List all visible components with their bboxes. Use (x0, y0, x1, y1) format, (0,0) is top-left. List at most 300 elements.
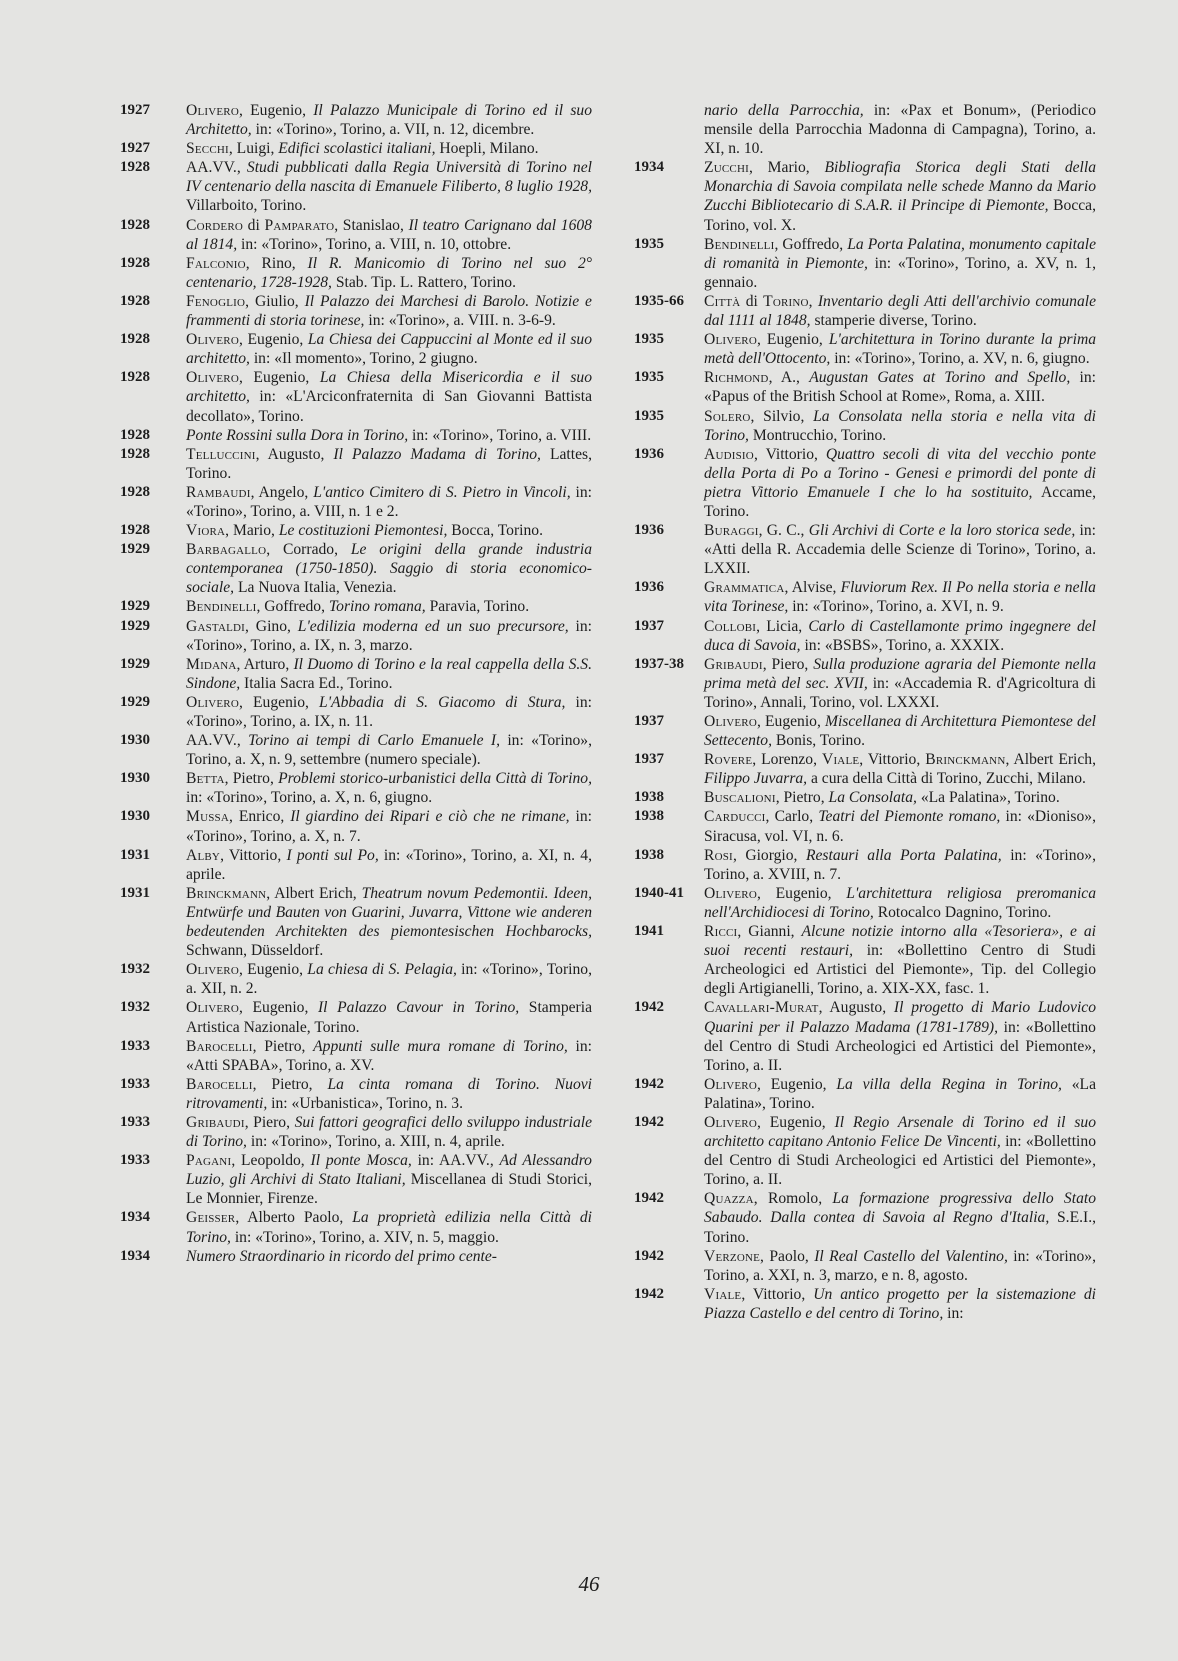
citation-title: L'edilizia moderna ed un suo precursore, (297, 617, 569, 635)
bibliography-entry (120, 540, 592, 597)
citation-title: La Chiesa della Misericordia e il suo architetto, (186, 369, 593, 406)
entry-citation (704, 101, 1096, 158)
entry-year: 1942 (634, 1247, 664, 1264)
citation-author: Olivero (186, 102, 239, 119)
citation-text: , Eugenio, (239, 369, 320, 387)
citation-text: , Gino, (245, 617, 298, 635)
citation-text: , Corrado, (266, 541, 351, 559)
citation-text: , Piero, (762, 655, 814, 673)
entry-year: 1928 (120, 292, 150, 309)
entry-citation (186, 1208, 592, 1246)
citation-title: Sui fattori geografici dello sviluppo industriale di Torino, (186, 1113, 593, 1151)
bibliography-entry (120, 655, 592, 693)
citation-text: , Piero, (244, 1113, 295, 1131)
bibliography-entry (634, 368, 1096, 406)
citation-author: Collobi (704, 617, 757, 635)
entry-year: 1928 (120, 331, 150, 348)
entry-citation (704, 617, 1096, 655)
citation-author: Telluccini (186, 445, 256, 463)
entry-citation (186, 655, 592, 693)
entry-citation (704, 1113, 1096, 1189)
citation-text: , Eugenio, (239, 102, 314, 119)
entry-citation (186, 960, 592, 998)
entry-citation (186, 445, 592, 483)
citation-title: L'architettura in Torino durante la prima metà dell'Ottocento, (704, 331, 1096, 368)
citation-text: , Eugenio, (757, 1075, 837, 1093)
citation-text: di (243, 216, 265, 234)
citation-text: in: «Torino», Torino, a. VII, n. 12, dicembre. (251, 121, 535, 139)
citation-title: Bibliografia Storica degli Stati della Monarchia di Savoia compilata nelle schede Manno da Mario Zucchi Bibliotecario di S.A.R. il Principe di Piemonte, (704, 159, 1096, 215)
entry-year: 1935 (634, 369, 664, 386)
entry-citation (186, 1151, 592, 1208)
citation-text: in: «Bollettino del Centro di Studi Archeologici ed Artistici del Piemonte», Torino, a. II. (704, 1133, 1096, 1189)
citation-author: Olivero (186, 961, 239, 979)
citation-text: in: «Il momento», Torino, 2 giugno. (249, 350, 478, 368)
citation-text: , Silvio, (750, 407, 814, 425)
entry-year: 1928 (120, 445, 150, 462)
citation-text: , Eugenio, (239, 961, 308, 979)
citation-text: in: «Torino», Torino, a. XII, n. 2. (186, 961, 592, 998)
citation-title: Torino ai tempi di Carlo Emanuele I, (248, 732, 500, 750)
bibliography-entry (120, 521, 592, 540)
citation-author: Olivero (704, 331, 757, 349)
bibliography-entry (120, 1037, 592, 1075)
citation-author: Olivero (704, 884, 757, 902)
bibliography-entry (634, 521, 1096, 578)
citation-text: in: «Bollettino del Centro di Studi Archeologici ed Artistici del Piemonte», Torino, a. II. (704, 1018, 1096, 1074)
citation-author: Alby (186, 846, 221, 864)
citation-author: Cordero (186, 216, 244, 234)
citation-title: Quattro secoli di vita del vecchio ponte della Porta di Po a Torino - Genesi e primordi del ponte di pietra Vittorio Emanuele I che lo ha sostituito, (704, 445, 1096, 501)
bibliography-entry (120, 426, 592, 445)
citation-author: Bendinelli (704, 235, 775, 253)
bibliography-entry (634, 1247, 1096, 1285)
citation-text: in: «Torino», Torino, a. X, n. 6, giugno. (186, 789, 433, 807)
citation-author: Midana (186, 655, 237, 673)
citation-text: , Carlo, (765, 808, 819, 826)
bibliography-entry (120, 330, 592, 368)
citation-text: stamperie diverse, Torino. (810, 312, 977, 330)
citation-text: AA.VV., (186, 732, 249, 750)
citation-author: Buraggi (704, 522, 759, 540)
bibliography-entry (120, 731, 592, 769)
citation-title: Il Real Castello del Valentino, (814, 1247, 1008, 1265)
right-column (634, 101, 1096, 1323)
citation-title: Le costituzioni Piemontesi, (278, 522, 448, 540)
bibliography-entry (120, 139, 592, 158)
entry-year: 1932 (120, 961, 150, 978)
entry-citation (186, 693, 592, 731)
entry-year (634, 101, 704, 158)
entry-year: 1928 (120, 522, 150, 539)
citation-title: La Consolata, (828, 789, 917, 807)
bibliography-entry (634, 807, 1096, 845)
citation-text: , Eugenio, (239, 999, 318, 1017)
citation-title: Ponte Rossini sulla Dora in Torino, (186, 426, 409, 444)
entry-citation (186, 158, 592, 215)
citation-text: , Eugenio, (757, 1113, 835, 1131)
citation-text: in: «Pax et Bonum», (Periodico mensile della Parrocchia Madonna di Campagna), Torino, a. XI, n. 10. (704, 102, 1097, 158)
citation-text: , Gianni, (737, 923, 802, 941)
citation-title: La Porta Palatina, monumento capitale di romanità in Piemonte, (704, 235, 1097, 272)
entry-year: 1928 (120, 159, 150, 176)
citation-author: Olivero (186, 331, 239, 349)
citation-text: in: «Dioniso», Siracusa, vol. VI, n. 6. (704, 808, 1096, 845)
citation-title: Il teatro Carignano dal 1608 al 1814, (186, 216, 592, 253)
citation-text: , Augusto, (818, 999, 894, 1017)
bibliography-entry (634, 884, 1096, 922)
entry-citation (186, 521, 592, 540)
citation-text: Stab. Tip. L. Rattero, Torino. (331, 273, 516, 291)
citation-text: , Giulio, (245, 292, 305, 310)
entry-year: 1933 (120, 1113, 150, 1130)
left-column (120, 101, 592, 1266)
entry-citation (186, 1075, 592, 1113)
citation-author: Rambaudi (186, 483, 251, 501)
citation-text: , Stanislao, (334, 216, 409, 234)
entry-year: 1934 (634, 159, 664, 176)
entry-year: 1935 (634, 331, 664, 348)
citation-text: , Albert Erich, (1005, 751, 1096, 769)
citation-title: La Chiesa dei Cappuccini al Monte ed il suo architetto, (186, 331, 593, 368)
citation-text: in: «L'Arciconfraternita di San Giovanni Battista decollato», Torino. (186, 388, 592, 425)
citation-author: Mussa (186, 808, 229, 826)
citation-text: in: «Torino», Torino, a. VIII. (408, 426, 592, 444)
citation-title: Un antico progetto per la sistemazione di Piazza Castello e del centro di Torino, (704, 1285, 1096, 1322)
citation-title: Il R. Manicomio di Torino nel suo 2° centenario, 1728-1928, (186, 254, 593, 291)
citation-text: , Leopoldo, (231, 1152, 311, 1170)
entry-citation (704, 1247, 1096, 1285)
entry-year: 1929 (120, 655, 150, 672)
entry-year: 1940-41 (634, 884, 684, 901)
citation-text: Stamperia Artistica Nazionale, Torino. (186, 999, 592, 1036)
citation-text: , Vittorio, (741, 1285, 814, 1303)
entry-year: 1936 (634, 579, 664, 596)
citation-text: in: «Accademia R. d'Agricoltura di Torino», Annali, Torino, vol. LXXXI. (704, 674, 1096, 711)
entry-year: 1938 (634, 789, 664, 806)
citation-author: Bendinelli (186, 598, 257, 616)
citation-text: , Pietro, (775, 789, 829, 807)
citation-author: Barocelli (186, 1075, 253, 1093)
citation-text: , Alvise, (784, 579, 841, 597)
entry-citation (186, 617, 592, 655)
entry-citation (186, 1037, 592, 1075)
entry-year: 1927 (120, 102, 150, 118)
citation-title: Il Regio Arsenale di Torino ed il suo architetto capitano Antonio Felice De Vincenti, (704, 1113, 1097, 1151)
citation-text: in: «BSBS», Torino, a. XXXIX. (800, 636, 1005, 654)
bibliography-entry (634, 407, 1096, 445)
citation-author: Ricci (704, 923, 738, 941)
entry-year: 1932 (120, 999, 150, 1016)
citation-title: Appunti sulle mura romane di Torino, (313, 1037, 568, 1055)
entry-year: 1936 (634, 522, 664, 539)
citation-title: L'Abbadia di S. Giacomo di Stura, (319, 693, 566, 711)
entry-citation (704, 578, 1096, 616)
citation-author: Geisser (186, 1209, 236, 1227)
entry-year: 1942 (634, 999, 664, 1016)
citation-text: , Pietro, (224, 770, 279, 788)
citation-title: nario della Parrocchia, (704, 102, 864, 119)
bibliography-entry (120, 483, 592, 521)
bibliography-entry (120, 1247, 592, 1266)
citation-text: Italia Sacra Ed., Torino. (240, 674, 393, 692)
entry-year: 1933 (120, 1152, 150, 1169)
entry-citation (704, 807, 1096, 845)
citation-author: Quazza (704, 1190, 754, 1208)
bibliography-entry (120, 1151, 592, 1208)
citation-title: Le origini della grande industria contemporanea (1750-1850). Saggio di storia economico-sociale, (186, 541, 592, 597)
entry-year: 1927 (120, 140, 150, 157)
citation-title: La proprietà edilizia nella Città di Torino, (186, 1209, 592, 1246)
citation-text: in: «Torino», Torino, a. XI, n. 4, aprile. (186, 846, 592, 883)
citation-text: «La Palatina», Torino. (704, 1075, 1096, 1112)
citation-author: Gribaudi (186, 1113, 245, 1131)
bibliography-entry (120, 1075, 592, 1113)
bibliography-entry (634, 445, 1096, 521)
entry-citation (186, 884, 592, 960)
citation-text: in: «Torino», Torino, a. XIV, n. 5, maggio. (230, 1228, 499, 1246)
entry-year: 1933 (120, 1037, 150, 1054)
entry-citation (704, 884, 1096, 922)
bibliography-entry (634, 1113, 1096, 1189)
citation-text: Miscellanea di Studi Storici, Le Monnier, Firenze. (186, 1171, 592, 1208)
entry-year: 1933 (120, 1075, 150, 1092)
entry-year: 1929 (120, 693, 150, 710)
entry-citation (704, 998, 1096, 1074)
entry-citation (186, 998, 592, 1036)
bibliography-entry (634, 330, 1096, 368)
citation-author: Olivero (704, 1113, 757, 1131)
entry-year: 1936 (634, 445, 664, 462)
entry-citation (704, 235, 1096, 292)
citation-text: in: «Torino», Torino, a. XVIII, n. 7. (704, 846, 1097, 883)
entry-citation (186, 101, 592, 139)
citation-text: , Romolo, (753, 1190, 833, 1208)
bibliography-entry (120, 292, 592, 330)
citation-title: Inventario degli Atti dell'archivio comunale dal 1111 al 1848, (704, 292, 1096, 330)
page-number: 46 (578, 1572, 600, 1596)
citation-text: , G. C., (758, 522, 809, 540)
citation-title: La villa della Regina in Torino, (836, 1075, 1062, 1093)
bibliography-entry (634, 101, 1096, 158)
citation-author: Fenoglio (186, 292, 246, 310)
citation-text: «La Palatina», Torino. (916, 789, 1060, 807)
citation-title: Gli Archivi di Corte e la loro storica sede, (808, 522, 1076, 540)
entry-citation (704, 521, 1096, 578)
citation-text: a cura della Città di Torino, Zucchi, Milano. (807, 770, 1086, 788)
citation-text: , Vittorio, (753, 445, 826, 463)
citation-text: , Lorenzo, (752, 751, 822, 769)
citation-title: I ponti sul Po, (286, 846, 379, 864)
bibliography-entry (120, 769, 592, 807)
entry-year: 1931 (120, 884, 150, 901)
entry-year: 1928 (120, 483, 150, 500)
citation-text: in: «Torino», Torino, a. XXI, n. 3, marzo, e n. 8, agosto. (704, 1247, 1096, 1284)
bibliography-entry (120, 960, 592, 998)
citation-text: Paravia, Torino. (425, 598, 530, 616)
citation-text: La Nuova Italia, Venezia. (234, 579, 397, 597)
citation-author: Olivero (704, 713, 757, 730)
citation-text: , Alberto Paolo, (235, 1209, 353, 1227)
entry-year: 1929 (120, 598, 150, 615)
entry-citation (704, 788, 1096, 807)
citation-text: Rotocalco Dagnino, Torino. (873, 903, 1052, 921)
citation-text: in: «Torino», Torino, a. IX, n. 11. (186, 693, 593, 730)
citation-author: Olivero (186, 369, 239, 387)
citation-title: Sulla produzione agraria del Piemonte nella prima metà del sec. XVII, (704, 655, 1097, 692)
citation-title: Edifici scolastici italiani, (278, 140, 436, 158)
bibliography-entry (634, 292, 1096, 330)
citation-author: Barbagallo (186, 541, 267, 559)
citation-author: Grammatica (704, 579, 785, 597)
citation-author: Audisio (704, 445, 754, 463)
bibliography-entry (634, 712, 1096, 750)
bibliography-entry (120, 254, 592, 292)
entry-citation (704, 922, 1096, 998)
citation-text: in: «Bollettino Centro di Studi Archeologici ed Artistici del Piemonte», Tip. del Collegio degli Artigianelli, Torino, a. XIX-XX, fasc. 1. (704, 942, 1096, 998)
citation-title: La Consolata nella storia e nella vita di Torino, (704, 407, 1096, 444)
entry-citation (186, 330, 592, 368)
citation-title: Augustan Gates at Torino and Spello, (809, 369, 1071, 387)
bibliography-entry (120, 617, 592, 655)
citation-author: Olivero (186, 999, 239, 1017)
citation-author: Torino (763, 292, 809, 310)
bibliography-entry (634, 578, 1096, 616)
bibliography-entry (634, 788, 1096, 807)
bibliography-entry (634, 750, 1096, 788)
entry-citation (186, 807, 592, 845)
entry-year: 1928 (120, 254, 150, 271)
entry-year: 1942 (634, 1190, 664, 1207)
bibliography-entry (120, 216, 592, 254)
citation-title: Il Palazzo dei Marchesi di Barolo. Notizie e frammenti di storia torinese, (186, 292, 592, 330)
citation-text: in: «Torino», Torino, a. XIII, n. 4, aprile. (246, 1133, 505, 1151)
citation-title: Studi pubblicati dalla Regia Università di Torino nel IV centenario della nascita di Emanuele Filiberto, 8 luglio 1928, (186, 159, 592, 196)
bibliography-entry (634, 1285, 1096, 1323)
entry-citation (186, 254, 592, 292)
entry-citation (186, 216, 592, 254)
entry-citation (186, 540, 592, 597)
entry-citation (186, 139, 592, 158)
citation-text: , Eugenio, (239, 331, 308, 349)
citation-text: di (740, 292, 764, 310)
citation-author: Pamparato (264, 216, 335, 234)
bibliography-entry (634, 922, 1096, 998)
bibliography-entry (120, 445, 592, 483)
citation-author: Richmond (704, 369, 769, 387)
citation-text: in: «Torino», Torino, a. IX, n. 3, marzo. (186, 617, 592, 654)
citation-text: in: «Papus of the British School at Rome», Roma, a. XIII. (704, 369, 1096, 406)
citation-title: Torino romana, (328, 598, 426, 616)
bibliography-entry (120, 998, 592, 1036)
citation-text: , Mario, (225, 522, 279, 540)
citation-title: Carlo di Castellamonte primo ingegnere del duca di Savoia, (704, 617, 1096, 654)
citation-author: Viale (821, 751, 860, 769)
bibliography-entry (634, 846, 1096, 884)
entry-citation (186, 1113, 592, 1151)
entry-year: 1928 (120, 426, 150, 443)
citation-title: La formazione progressiva dello Stato Sabaudo. Dalla contea di Savoia al Regno d'Italia, (704, 1190, 1096, 1227)
citation-text: in: «Torino», a. VIII. n. 3-6-9. (364, 312, 556, 330)
citation-author: Rosi (704, 846, 733, 864)
citation-author: Barocelli (186, 1037, 253, 1055)
bibliography-entry (634, 998, 1096, 1074)
citation-text: Schwann, Düsseldorf. (186, 942, 324, 960)
entry-year: 1935 (634, 235, 664, 252)
bibliography-entry (120, 158, 592, 215)
entry-citation (186, 292, 592, 330)
citation-title: Fluviorum Rex. Il Po nella storia e nella vita Torinese, (704, 579, 1096, 616)
bibliography-entry (634, 1189, 1096, 1246)
citation-author: Secchi (186, 140, 229, 158)
citation-author: Buscalioni (704, 789, 776, 807)
entry-year: 1930 (120, 770, 150, 787)
citation-text: Bonis, Torino. (771, 732, 866, 750)
entry-year: 1937 (634, 713, 664, 729)
citation-text: Hoepli, Milano. (435, 140, 539, 158)
entry-citation (186, 597, 592, 616)
citation-author: Falconio (186, 254, 246, 272)
citation-title: Restauri alla Porta Palatina, (805, 846, 1002, 864)
bibliography-entry (120, 368, 592, 425)
citation-text: in: «Urbanistica», Torino, n. 3. (267, 1094, 463, 1112)
entry-year: 1935 (634, 407, 664, 424)
citation-author: Brinckmann (186, 884, 267, 902)
entry-citation (186, 731, 592, 769)
citation-text: , Mario, (748, 159, 825, 177)
citation-author: Olivero (186, 693, 239, 711)
bibliography-entry (120, 884, 592, 960)
citation-text: Lattes, Torino. (186, 445, 592, 482)
citation-text: , Goffredo, (256, 598, 329, 616)
citation-title: Alcune notizie intorno alla «Tesoriera», e ai suoi recenti restauri, (704, 923, 1096, 960)
bibliography-entry (120, 807, 592, 845)
citation-text: , Vittorio, (220, 846, 287, 864)
citation-text: , A., (768, 369, 810, 387)
entry-citation (704, 655, 1096, 712)
entry-year: 1929 (120, 541, 150, 558)
entry-year: 1937 (634, 617, 664, 634)
citation-text: in: «Torino», Torino, a. XVI, n. 9. (788, 598, 1004, 616)
citation-author: Pagani (186, 1152, 232, 1170)
entry-citation (186, 769, 592, 807)
citation-author: Rovere (704, 751, 753, 769)
citation-title: Il Palazzo Cavour in Torino, (317, 999, 520, 1017)
citation-text: in: «Torino», Torino, a. XV, n. 1, gennaio. (704, 254, 1097, 291)
citation-title: Il ponte Mosca, (310, 1152, 412, 1170)
entry-citation (704, 712, 1096, 750)
citation-text: , Rino, (245, 254, 308, 272)
citation-title: Theatrum novum Pedemontii. Ideen, Entwürfe und Bauten von Guarini, Juvarra, Vittone wie anderen bedeutenden Architekten des piemontesischen Hochbarocks, (186, 884, 592, 941)
entry-citation (704, 158, 1096, 234)
citation-text: , Augusto, (255, 445, 334, 463)
citation-text: in: «Torino», Torino, a. VIII, n. 10, ottobre. (237, 235, 512, 253)
citation-text: , Eugenio, (239, 693, 320, 711)
entry-citation (704, 407, 1096, 445)
entry-citation (704, 750, 1096, 788)
citation-text: Accame, Torino. (704, 483, 1096, 520)
bibliography-entry (634, 655, 1096, 712)
entry-citation (186, 846, 592, 884)
citation-text: in: «Torino», Torino, a. XV, n. 6, giugno. (830, 350, 1090, 368)
citation-title: Il Duomo di Torino e la real cappella della S.S. Sindone, (186, 655, 592, 692)
citation-author: Città (704, 292, 741, 310)
entry-year: 1930 (120, 732, 150, 749)
entry-year: 1931 (120, 846, 150, 863)
entry-citation (704, 846, 1096, 884)
citation-text: in: «Atti SPABA», Torino, a. XV. (186, 1037, 592, 1074)
citation-author: Gribaudi (704, 655, 763, 673)
